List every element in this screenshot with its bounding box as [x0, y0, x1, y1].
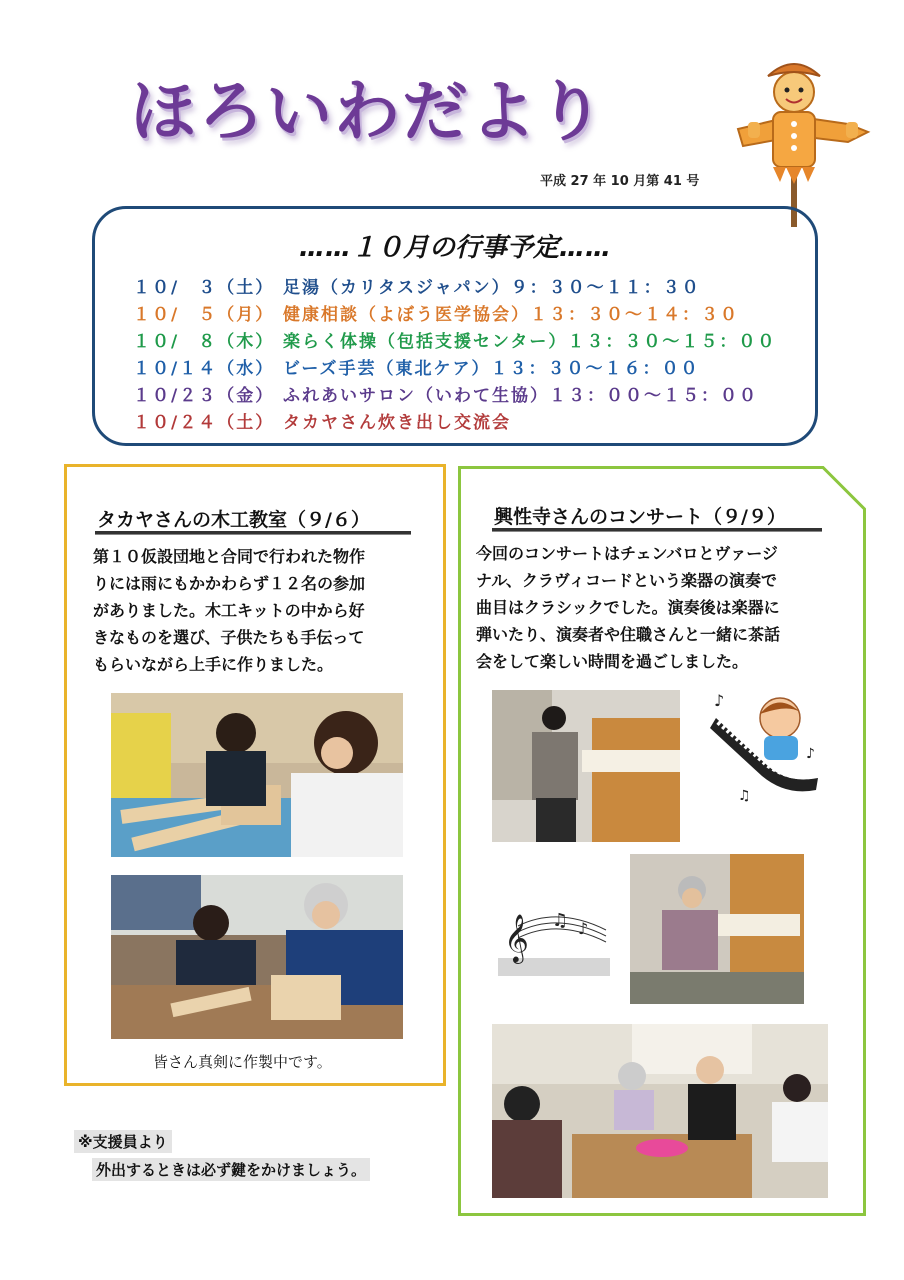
svg-text:♫: ♫ — [738, 788, 751, 804]
piano-boy-illustration — [708, 688, 826, 804]
title-underline — [492, 528, 822, 532]
event-text: 楽らく体操（包括支援センター）１３：３０～１５：００ — [283, 332, 777, 352]
body-line: ナル、クラヴィコードという楽器の演奏で — [476, 571, 777, 590]
svg-text:♪: ♪ — [806, 746, 815, 762]
schedule-event — [133, 273, 701, 298]
body-line: 曲目はクラシックでした。演奏後は楽器に — [476, 598, 780, 617]
woodwork-title: タカヤさんの木工教室（９/６） — [97, 509, 370, 531]
event-text: ビーズ手芸（東北ケア）１３：３０～１６：００ — [283, 359, 700, 379]
svg-text:𝄞: 𝄞 — [504, 913, 529, 962]
event-date: １０/２３（金） — [133, 386, 275, 406]
event-date: １０/ ８（木） — [133, 332, 275, 352]
event-text: 足湯（カリタスジャパン）９：３０～１１：３０ — [283, 278, 701, 298]
schedule-event — [133, 354, 699, 379]
staff-note-heading: ※支援員より — [74, 1130, 172, 1153]
body-line: もらいながら上手に作りました。 — [93, 655, 334, 674]
schedule-event — [133, 300, 739, 325]
schedule-box — [92, 206, 818, 446]
body-line: 弾いたり、演奏者や住職さんと一緒に茶話 — [476, 625, 781, 644]
event-text: 健康相談（よぼう医学協会）１３：３０～１４：３０ — [283, 305, 739, 325]
concert-photo-2 — [630, 854, 804, 1004]
woodwork-photo-2 — [111, 875, 403, 1039]
staff-note-text: 外出するときは必ず鍵をかけましょう。 — [92, 1158, 370, 1181]
concert-body — [476, 540, 856, 675]
schedule-event — [133, 381, 758, 406]
woodwork-caption: 皆さん真剣に作製中です。 — [153, 1053, 332, 1071]
concert-photo-3 — [492, 1024, 828, 1198]
woodwork-photo-1 — [111, 693, 403, 857]
event-date: １０/１４（水） — [133, 359, 275, 379]
woodwork-article — [64, 464, 446, 1086]
body-line: がありました。木工キットの中から好 — [93, 601, 365, 620]
woodwork-body — [93, 543, 433, 678]
issue-number: 平成 27 年 10 月第 41 号 — [540, 174, 700, 189]
svg-text:♪: ♪ — [714, 691, 725, 710]
event-text: ふれあいサロン（いわて生協）１３：００～１５：００ — [283, 386, 758, 406]
svg-text:♫: ♫ — [552, 910, 569, 931]
event-date: １０/ ５（月） — [133, 305, 275, 325]
body-line: 今回のコンサートはチェンバロとヴァージ — [476, 544, 778, 563]
event-text: タカヤさん炊き出し交流会 — [283, 413, 511, 433]
title-underline — [95, 531, 411, 535]
body-line: 会をして楽しい時間を過ごしました。 — [476, 652, 749, 671]
body-line: りには雨にもかかわらず１２名の参加 — [93, 574, 366, 593]
newsletter-title: ほろいわだより — [130, 73, 606, 150]
concert-article — [458, 466, 866, 1216]
music-notes-image — [498, 896, 610, 976]
concert-photo-1 — [492, 690, 680, 842]
concert-title: 興性寺さんのコンサート（９/９） — [494, 506, 786, 528]
schedule-title: ……１０月の行事予定…… — [298, 233, 611, 263]
svg-text:♪: ♪ — [578, 919, 589, 938]
scarecrow-illustration — [728, 54, 878, 229]
body-line: きなものを選び、子供たちも手伝って — [93, 628, 365, 647]
schedule-event — [133, 408, 511, 433]
event-date: １０/２４（土） — [133, 413, 275, 433]
body-line: 第１０仮設団地と合同で行われた物作 — [93, 547, 366, 566]
schedule-event — [133, 327, 776, 352]
event-date: １０/ ３（土） — [133, 278, 275, 298]
